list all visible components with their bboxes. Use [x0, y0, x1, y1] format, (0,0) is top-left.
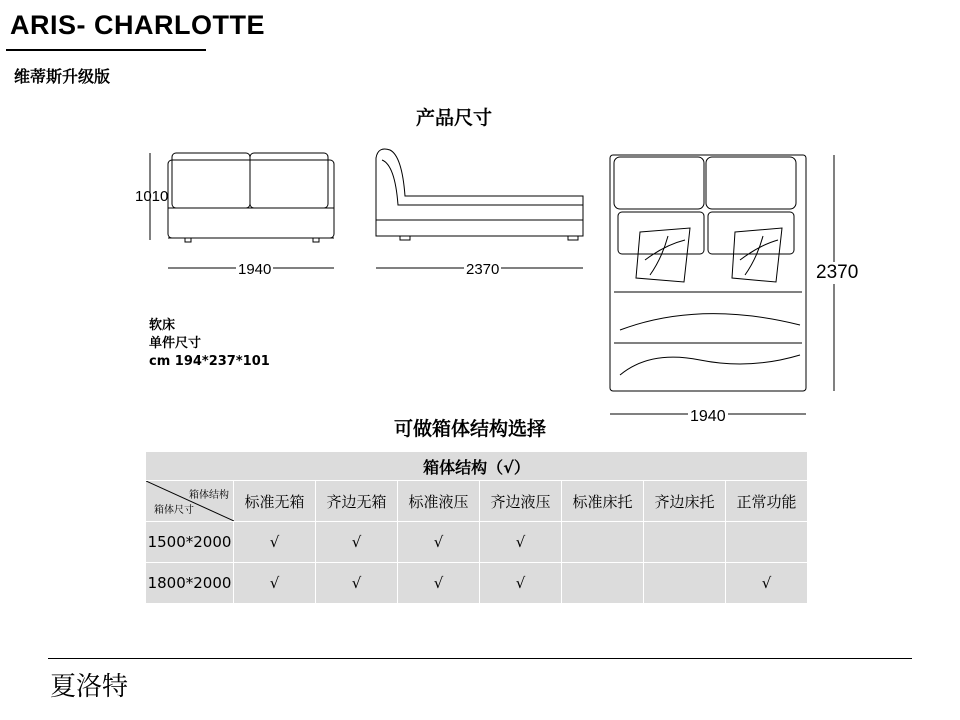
table-cell	[562, 563, 644, 604]
column-header: 齐边无箱	[316, 481, 398, 522]
table-cell: √	[398, 563, 480, 604]
row-size: 1500*2000	[146, 522, 234, 563]
table-cell: √	[234, 563, 316, 604]
front-width-label: 1940	[238, 261, 272, 278]
brand-title: ARIS- CHARLOTTE	[10, 10, 265, 40]
table-cell: √	[398, 522, 480, 563]
table-cell	[644, 563, 726, 604]
note-type: 软床	[149, 318, 176, 333]
front-view-drawing	[150, 153, 334, 268]
table-cell: √	[234, 522, 316, 563]
size-note	[149, 317, 270, 371]
side-length-label: 2370	[466, 261, 500, 278]
table-row	[146, 563, 808, 604]
column-header: 标准无箱	[234, 481, 316, 522]
table-cell: √	[480, 522, 562, 563]
footer-name: 夏洛特	[50, 672, 129, 702]
table-cell	[644, 522, 726, 563]
table-cell: √	[316, 563, 398, 604]
column-header: 标准液压	[398, 481, 480, 522]
top-width-label: 1940	[690, 408, 726, 425]
column-header: 正常功能	[726, 481, 808, 522]
table-cell: √	[480, 563, 562, 604]
note-dimensions: cm 194*237*101	[149, 354, 270, 369]
table-cell: √	[726, 563, 808, 604]
table-corner-cell	[146, 481, 234, 522]
column-header: 齐边液压	[480, 481, 562, 522]
product-size-title: 产品尺寸	[416, 107, 493, 129]
side-view-drawing	[376, 149, 583, 268]
top-length-label: 2370	[816, 262, 859, 283]
front-height-label: 1010	[135, 188, 169, 205]
table-row	[146, 522, 808, 563]
table-cell	[726, 522, 808, 563]
table-cell: √	[316, 522, 398, 563]
column-header: 齐边床托	[644, 481, 726, 522]
corner-label-size: 箱体尺寸	[154, 505, 194, 516]
row-size: 1800*2000	[146, 563, 234, 604]
note-label: 单件尺寸	[149, 336, 202, 351]
structure-title: 可做箱体结构选择	[394, 418, 547, 440]
corner-label-structure: 箱体结构	[189, 490, 229, 501]
structure-table	[145, 451, 808, 604]
top-view-drawing	[610, 155, 834, 414]
table-cell	[562, 522, 644, 563]
table-caption: 箱体结构（√）	[146, 452, 808, 481]
subtitle: 维蒂斯升级版	[14, 67, 111, 86]
footer-divider	[48, 658, 912, 659]
column-header: 标准床托	[562, 481, 644, 522]
